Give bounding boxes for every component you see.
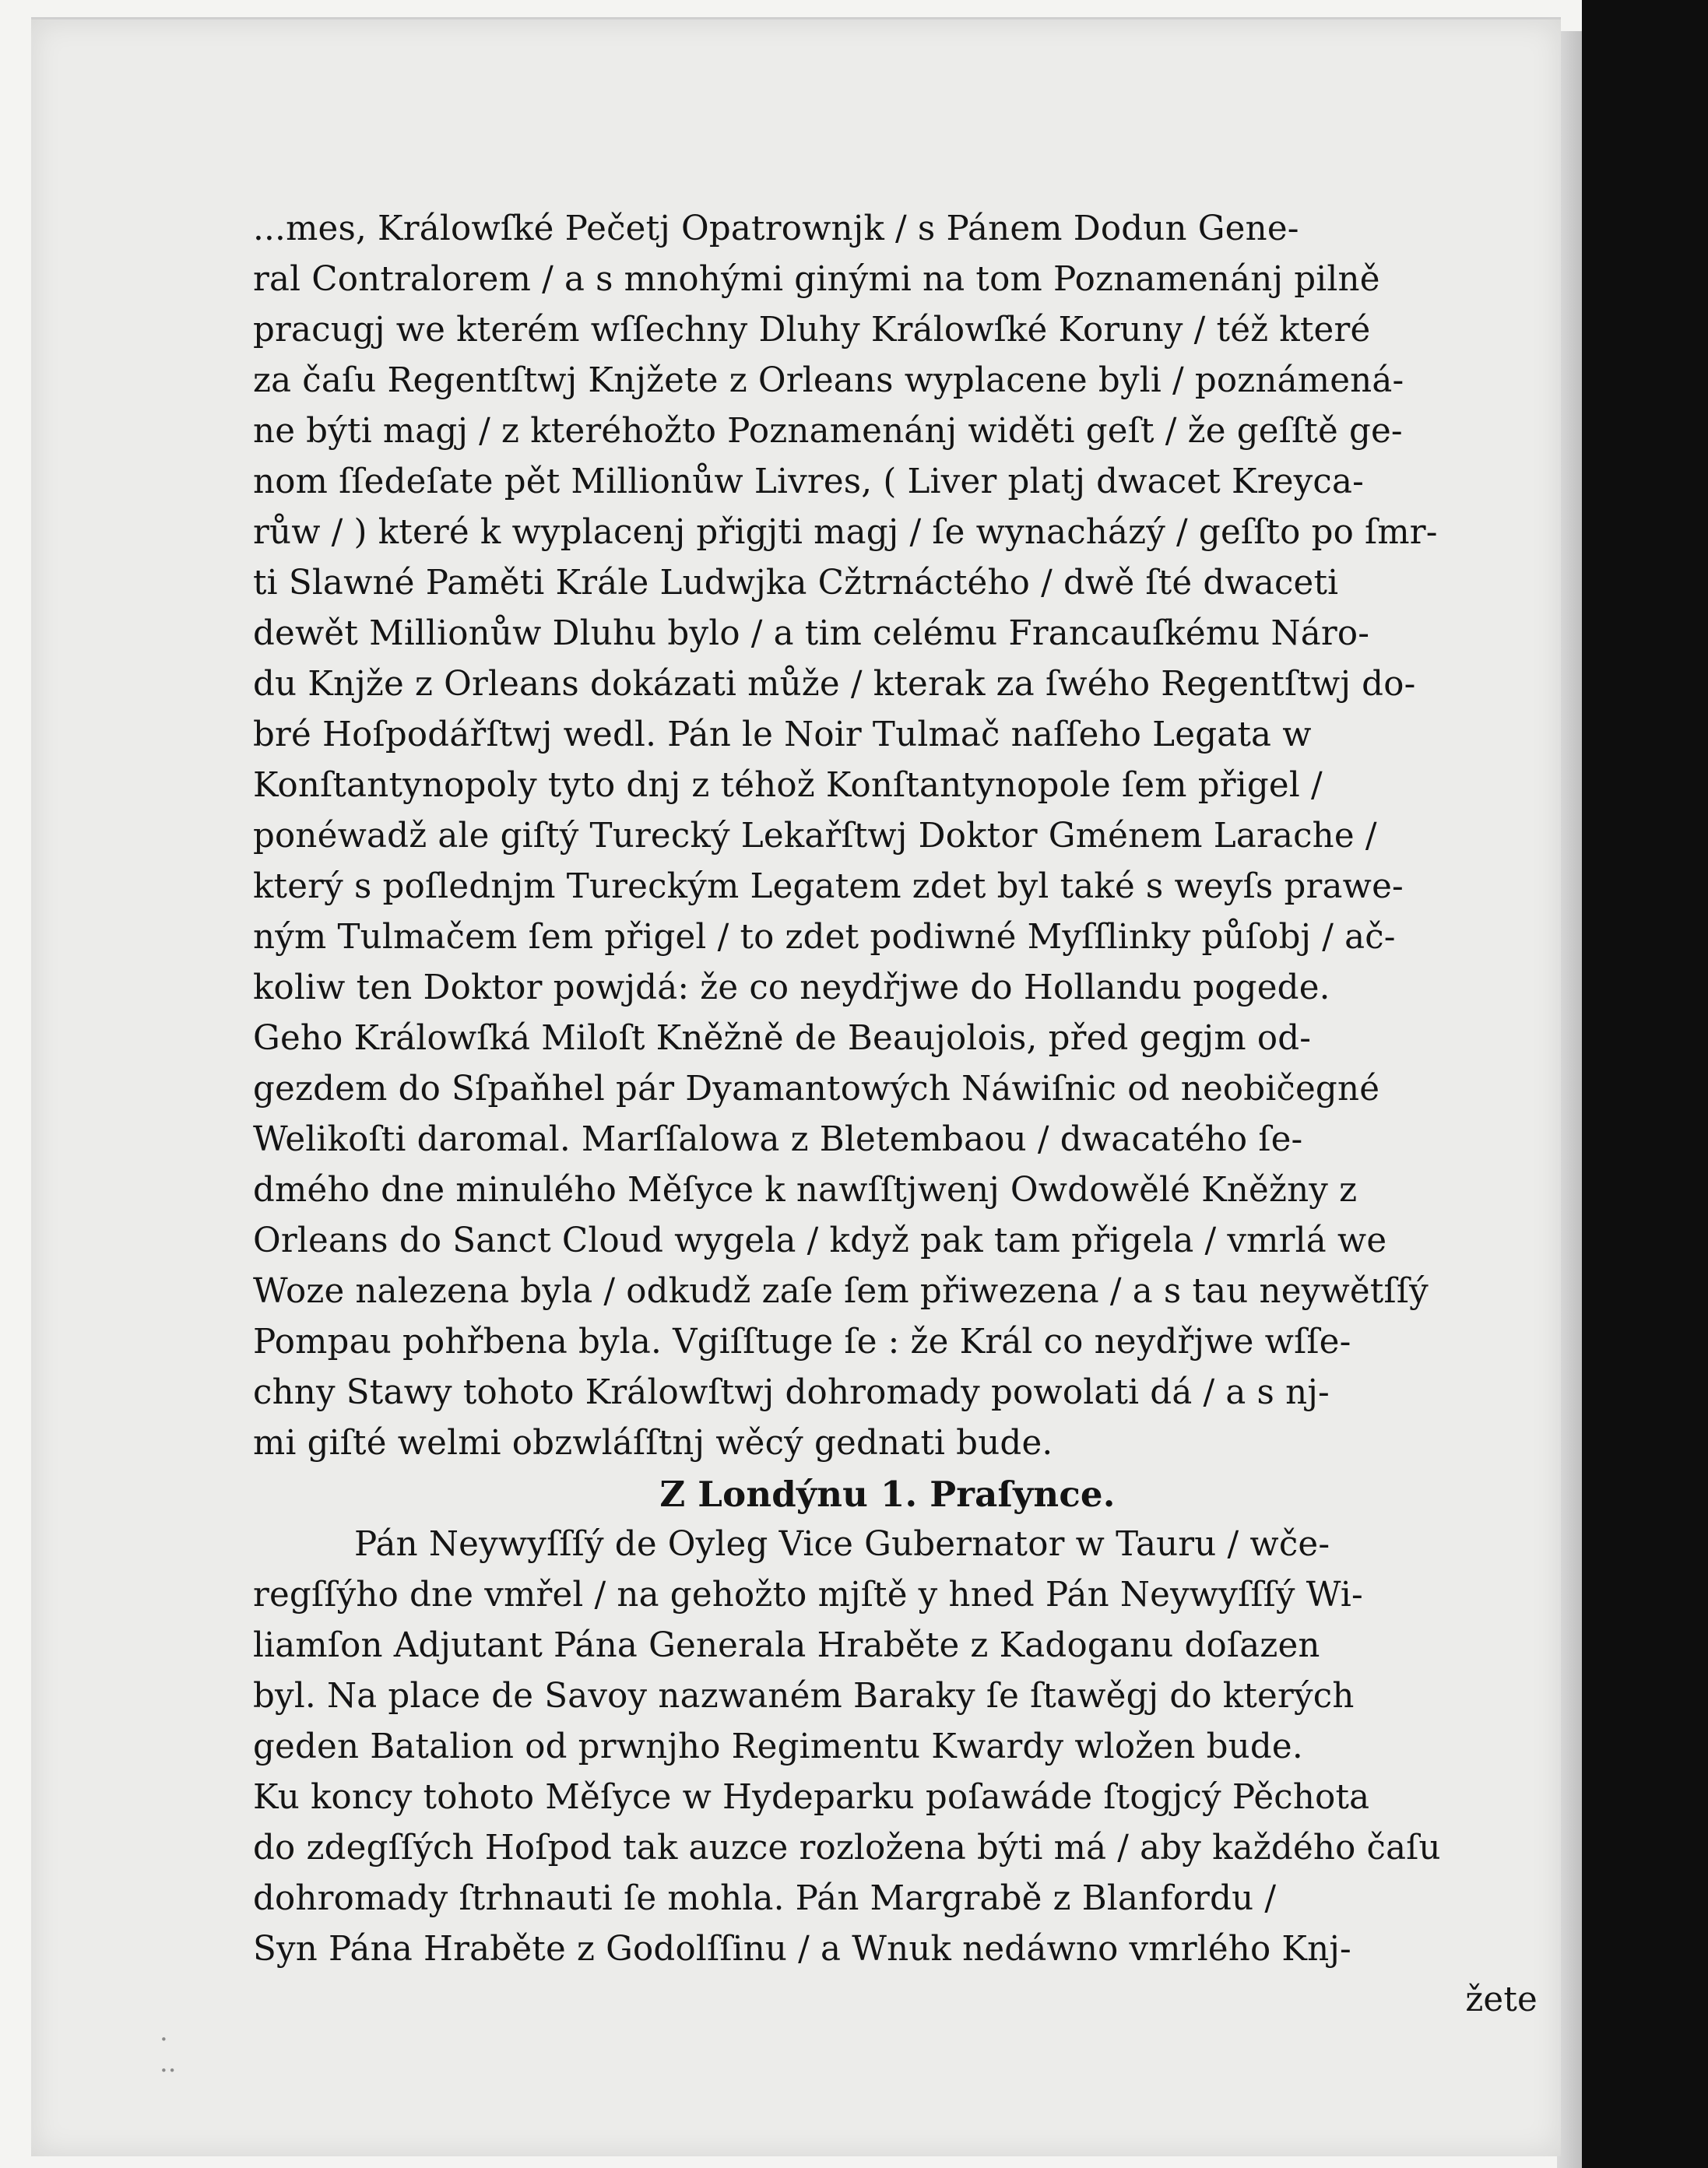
text-line: dewět Millionůw Dluhu bylo / a tim celému Francauſkému Náro-	[253, 614, 1370, 653]
text-line: dohromady ſtrhnauti ſe mohla. Pán Margrabě z Blanfordu /	[253, 1879, 1277, 1918]
text-line: Pompau pohřbena byla. Vgiſſtuge ſe : že Král co neydřjwe wſſe-	[253, 1323, 1351, 1362]
text-line: Geho Králowſká Miloſt Kněžně de Beaujolois, před gegjm od-	[253, 1019, 1312, 1058]
text-line: za čaſu Regentſtwj Knjžete z Orleans wyplacene byli / poznámená-	[253, 361, 1404, 400]
text-line: do zdegſſých Hoſpod tak auzce rozložena býti má / aby každého čaſu	[253, 1829, 1441, 1868]
text-line: Konſtantynopoly tyto dnj z téhož Konſtantynopole ſem přigel /	[253, 766, 1323, 805]
body-text	[253, 204, 1569, 2026]
text-line: du Knjže z Orleans dokázati může / kterak za ſwého Regentſtwj do-	[253, 665, 1416, 704]
text-line: chny Stawy tohoto Králowſtwj dohromady powolati dá / a s nj-	[253, 1373, 1330, 1412]
text-line: ral Contralorem / a s mnohými ginými na tom Poznamenánj pilně	[253, 260, 1380, 299]
scan-border	[1582, 0, 1708, 2168]
text-line: Ku koncy tohoto Měſyce w Hydeparku poſawáde ſtogjcý Pěchota	[253, 1778, 1370, 1817]
text-line: mi giſté welmi obzwláſſtnj wěcý gednati bude.	[253, 1424, 1053, 1463]
text-line: ne býti magj / z kteréhožto Poznamenánj widěti geſt / že geſſtě ge-	[253, 412, 1403, 451]
text-line: geden Batalion od prwnjho Regimentu Kwardy wložen bude.	[253, 1727, 1303, 1766]
text-line: ným Tulmačem ſem přigel / to zdet podiwné Myſſlinky půſobj / ač-	[253, 918, 1396, 957]
text-line: koliw ten Doktor powjdá: že co neydřjwe do Hollandu pogede.	[253, 968, 1330, 1007]
catchword: žete	[1465, 1980, 1538, 2019]
text-line: regſſýho dne vmřel / na gehožto mjſtě y hned Pán Neywyſſſý Wi-	[253, 1576, 1363, 1615]
text-line: Welikoſti daromal. Marſſalowa z Bletembaou / dwacatého ſe-	[253, 1120, 1303, 1159]
text-line: pracugj we kterém wſſechny Dluhy Králowſké Koruny / též které	[253, 311, 1371, 350]
text-line: ponéwadž ale giſtý Turecký Lekařſtwj Doktor Gménem Larache /	[253, 817, 1377, 856]
text-line: Syn Pána Hraběte z Godolſſinu / a Wnuk nedáwno vmrlého Knj-	[253, 1930, 1351, 1969]
text-line: byl. Na place de Savoy nazwaném Baraky ſe ſtawěgj do kterých	[253, 1677, 1355, 1716]
text-line: který s poſlednjm Tureckým Legatem zdet byl také s weyſs prawe-	[253, 867, 1404, 906]
text-line: nom ſſedeſate pět Millionůw Livres, ( Liver platj dwacet Kreyca-	[253, 462, 1365, 501]
text-line: ...mes, Králowſké Pečetj Opatrownjk / s Pánem Dodun Gene-	[253, 209, 1299, 248]
text-line: bré Hoſpodářſtwj wedl. Pán le Noir Tulmač naſſeho Legata w	[253, 715, 1312, 754]
text-line: růw / ) které k wyplacenj přigjti magj / ſe wynacházý / geſſto po ſmr-	[253, 513, 1438, 552]
text-line: dmého dne minulého Měſyce k nawſſtjwenj Owdowělé Kněžny z	[253, 1171, 1358, 1210]
margin-stain: · ··	[160, 2024, 177, 2086]
section-heading: Z Londýnu 1. Praſynce.	[659, 1474, 1116, 1515]
text-line: ti Slawné Paměti Krále Ludwjka Cžtrnáctého / dwě ſté dwaceti	[253, 564, 1339, 603]
text-line: Woze nalezena byla / odkudž zaſe ſem přiwezena / a s tau neywětſſý	[253, 1272, 1429, 1311]
text-line: Pán Neywyſſſý de Oyleg Vice Gubernator w Tauru / wče-	[354, 1525, 1330, 1564]
text-line: gezdem do Sſpaňhel pár Dyamantowých Náwiſnic od neobičegné	[253, 1070, 1380, 1109]
text-line: Orleans do Sanct Cloud wygela / když pak tam přigela / vmrlá we	[253, 1221, 1387, 1260]
text-line: liamſon Adjutant Pána Generala Hraběte z Kadoganu doſazen	[253, 1626, 1320, 1665]
